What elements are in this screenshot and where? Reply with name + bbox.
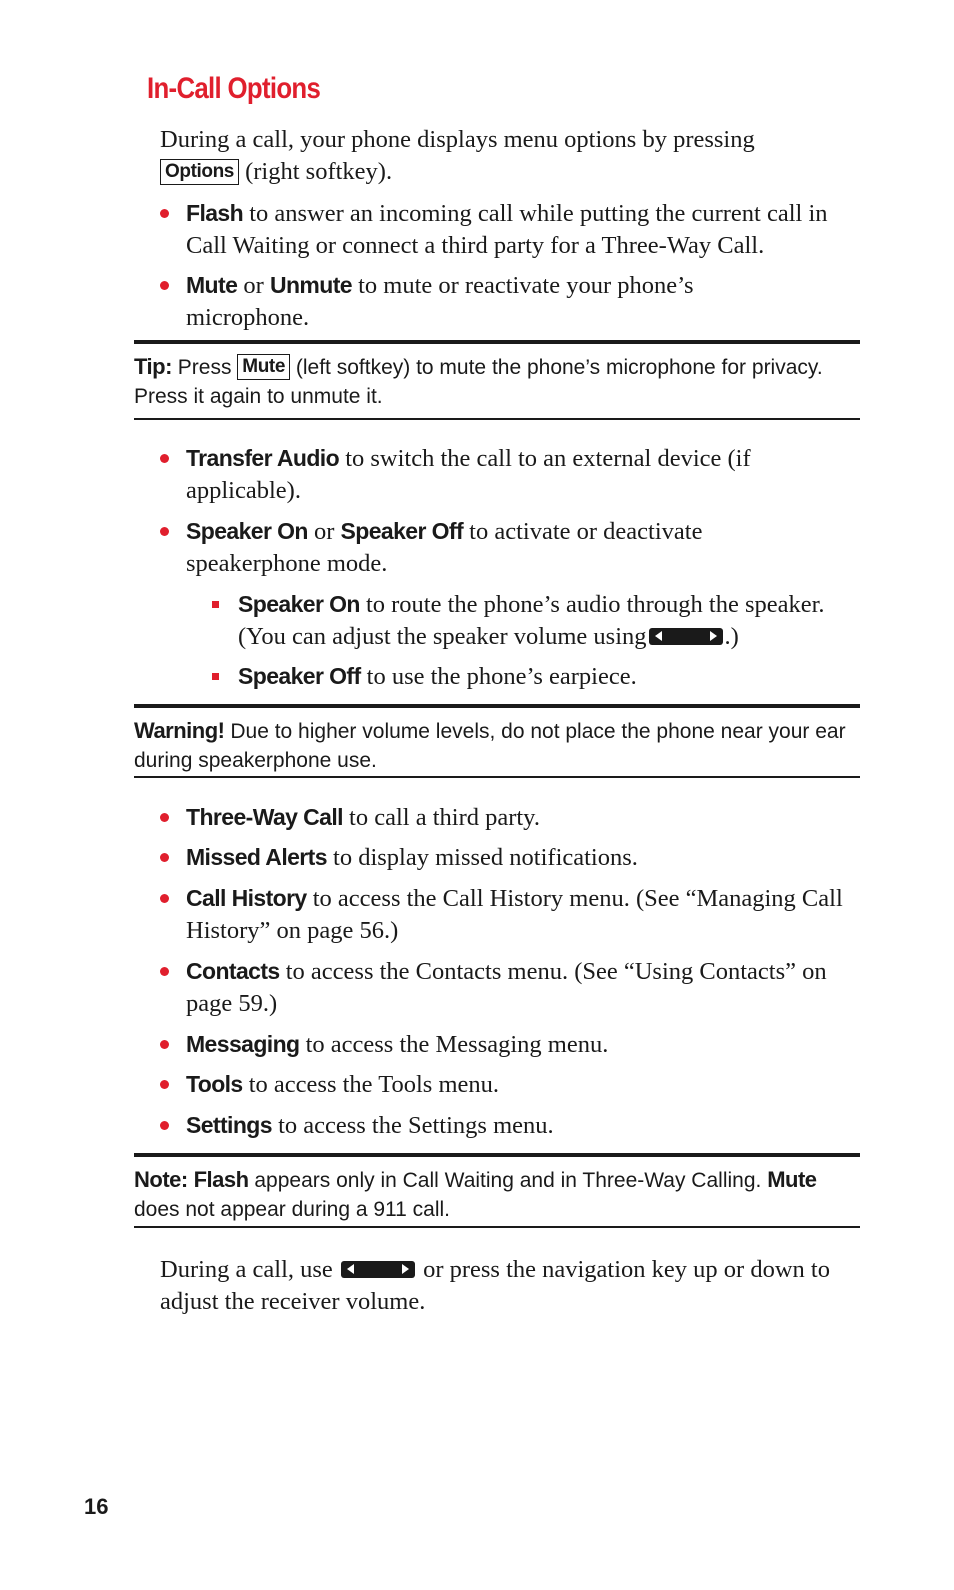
- bullet-icon: [160, 1121, 169, 1130]
- item-text: to access the Messaging menu.: [305, 1031, 609, 1058]
- item-connector: or: [313, 518, 335, 545]
- bullet-icon: [160, 894, 169, 903]
- item-text: to use the phone’s earpiece.: [366, 663, 637, 690]
- bullet-icon: [160, 853, 169, 862]
- note-text-1: appears only in Call Waiting and in Three-Way Calling.: [254, 1169, 762, 1192]
- warning-label: Warning!: [134, 718, 225, 743]
- tip-text-after: (left softkey) to mute the phone’s microphone for privacy. Press it again to unmute it.: [134, 356, 823, 408]
- bullet-icon: [160, 527, 169, 536]
- item-keyword-2: Speaker Off: [340, 518, 464, 544]
- square-bullet-icon: [212, 673, 219, 680]
- item-text: to access the Call History menu. (See “Managing Call History” on page 56.): [186, 885, 843, 944]
- item-text: to access the Contacts menu. (See “Using Contacts” on page 59.): [186, 958, 827, 1017]
- item-keyword: Transfer Audio: [186, 445, 340, 471]
- item-text: to display missed notifications.: [333, 844, 638, 871]
- item-keyword: Flash: [186, 200, 244, 226]
- options-softkey: Options: [160, 159, 239, 185]
- bullet-icon: [160, 813, 169, 822]
- page-number: 16: [84, 1494, 109, 1519]
- item-text: to answer an incoming call while putting the current call in Call Waiting or connect a third party for a Three-Way Call.: [186, 200, 828, 259]
- note-keyword-2: Mute: [767, 1167, 817, 1192]
- item-keyword: Mute: [186, 272, 238, 298]
- item-text: to call a third party.: [349, 804, 540, 831]
- item-text: to switch the call to an external device (if applicable).: [186, 445, 751, 504]
- note-keyword: Flash: [193, 1167, 249, 1192]
- closing-text-after: or press the navigation key up or down to adjust the receiver volume.: [160, 1256, 830, 1315]
- tip-box: [134, 340, 860, 420]
- item-text: to mute or reactivate your phone’s microphone.: [186, 272, 694, 331]
- item-text-end: .): [724, 623, 739, 650]
- item-keyword: Tools: [186, 1071, 243, 1097]
- item-text: to activate or deactivate speakerphone mode.: [186, 518, 703, 577]
- item-text: to access the Tools menu.: [248, 1071, 500, 1098]
- bullet-icon: [160, 1080, 169, 1089]
- square-bullet-icon: [212, 601, 219, 608]
- closing-paragraph: [160, 1254, 860, 1318]
- bullet-icon: [160, 454, 169, 463]
- bullet-icon: [160, 281, 169, 290]
- tip-text-before: Press: [177, 356, 232, 379]
- side-volume-key-icon: [341, 1261, 415, 1278]
- item-keyword: Settings: [186, 1112, 272, 1138]
- intro-paragraph: [160, 124, 860, 188]
- item-keyword-2: Unmute: [269, 272, 352, 298]
- note-label: Note:: [134, 1167, 188, 1192]
- side-volume-key-icon: [649, 628, 723, 645]
- item-connector: or: [243, 272, 264, 299]
- note-text-2: does not appear during a 911 call.: [134, 1198, 451, 1221]
- warning-text: Due to higher volume levels, do not place the phone near your ear during speakerphone use.: [134, 720, 846, 772]
- closing-text-before: During a call, use: [160, 1256, 333, 1283]
- item-keyword: Contacts: [186, 958, 280, 984]
- item-keyword: Call History: [186, 885, 307, 911]
- intro-text-after: (right softkey).: [245, 158, 393, 185]
- item-keyword: Messaging: [186, 1031, 300, 1057]
- section-title: In-Call Options: [147, 72, 321, 105]
- item-keyword: Speaker On: [186, 518, 308, 544]
- item-text: to route the phone’s audio through the speaker. (You can adjust the speaker volume using: [238, 591, 825, 650]
- note-box: [134, 1153, 860, 1228]
- warning-box: [134, 704, 860, 778]
- intro-text-before: During a call, your phone displays menu options by pressing: [160, 126, 755, 153]
- bullet-icon: [160, 967, 169, 976]
- item-text: to access the Settings menu.: [278, 1112, 554, 1139]
- mute-softkey: Mute: [237, 354, 290, 380]
- item-keyword: Speaker On: [238, 591, 360, 617]
- bullet-icon: [160, 1040, 169, 1049]
- tip-label: Tip:: [134, 354, 172, 379]
- item-keyword: Speaker Off: [238, 663, 361, 689]
- item-keyword: Three-Way Call: [186, 804, 343, 830]
- item-keyword: Missed Alerts: [186, 844, 327, 870]
- bullet-icon: [160, 209, 169, 218]
